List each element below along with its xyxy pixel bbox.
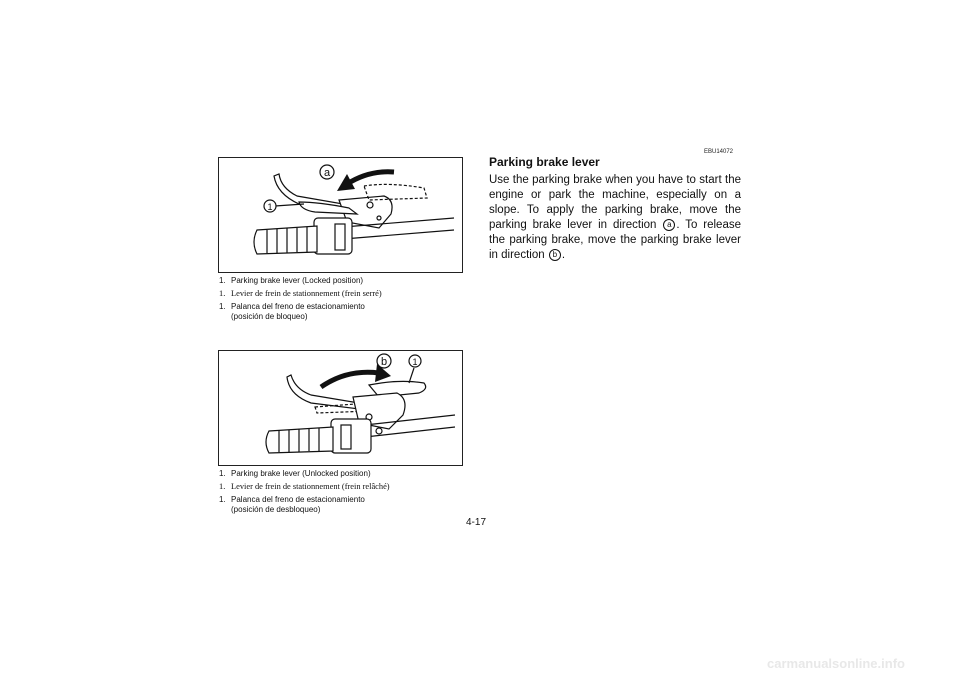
handlebar-illustration-locked	[219, 158, 462, 272]
page-number: 4-17	[466, 517, 487, 528]
marker-1-icon	[264, 200, 276, 212]
caption-line-fr: 1. Levier de frein de stationnement (frein relâché)	[219, 482, 390, 491]
figure-locked-position	[218, 157, 463, 273]
caption-line-en: 1. Parking brake lever (Unlocked position)	[219, 469, 371, 478]
marker-b-icon	[377, 354, 391, 368]
handlebar-illustration-unlocked	[219, 351, 462, 465]
marker-b-label: b	[380, 356, 388, 368]
section-body: Use the parking brake when you have to start the engine or park the machine, especially on a slope. To apply the parking brake, move the parking brake lever in direction a . To release the parking brake, move the parking brake lever in direction b .	[489, 174, 741, 261]
figure-locked-caption	[219, 276, 469, 325]
marker-a-icon	[320, 165, 334, 179]
caption-line-es: 1. Palanca del freno de estacionamiento (posición de desbloqueo)	[219, 495, 365, 514]
watermark: carmanualsonline.info	[767, 656, 905, 671]
caption-line-en: 1. Parking brake lever (Locked position)	[219, 276, 364, 285]
marker-a-label: a	[323, 167, 331, 179]
section-code: EBU14072	[704, 149, 734, 155]
marker-a-icon: a	[663, 219, 675, 231]
marker-1-label: 1	[267, 202, 273, 212]
section-title: Parking brake lever	[489, 155, 600, 169]
figure-unlocked-caption	[219, 469, 469, 518]
caption-line-fr: 1. Levier de frein de stationnement (frein serré)	[219, 289, 382, 298]
marker-1-icon	[409, 355, 421, 367]
marker-1-label: 1	[412, 357, 418, 367]
caption-line-es: 1. Palanca del freno de estacionamiento (posición de bloqueo)	[219, 302, 365, 321]
figure-unlocked-position	[218, 350, 463, 466]
marker-b-icon: b	[549, 249, 561, 261]
